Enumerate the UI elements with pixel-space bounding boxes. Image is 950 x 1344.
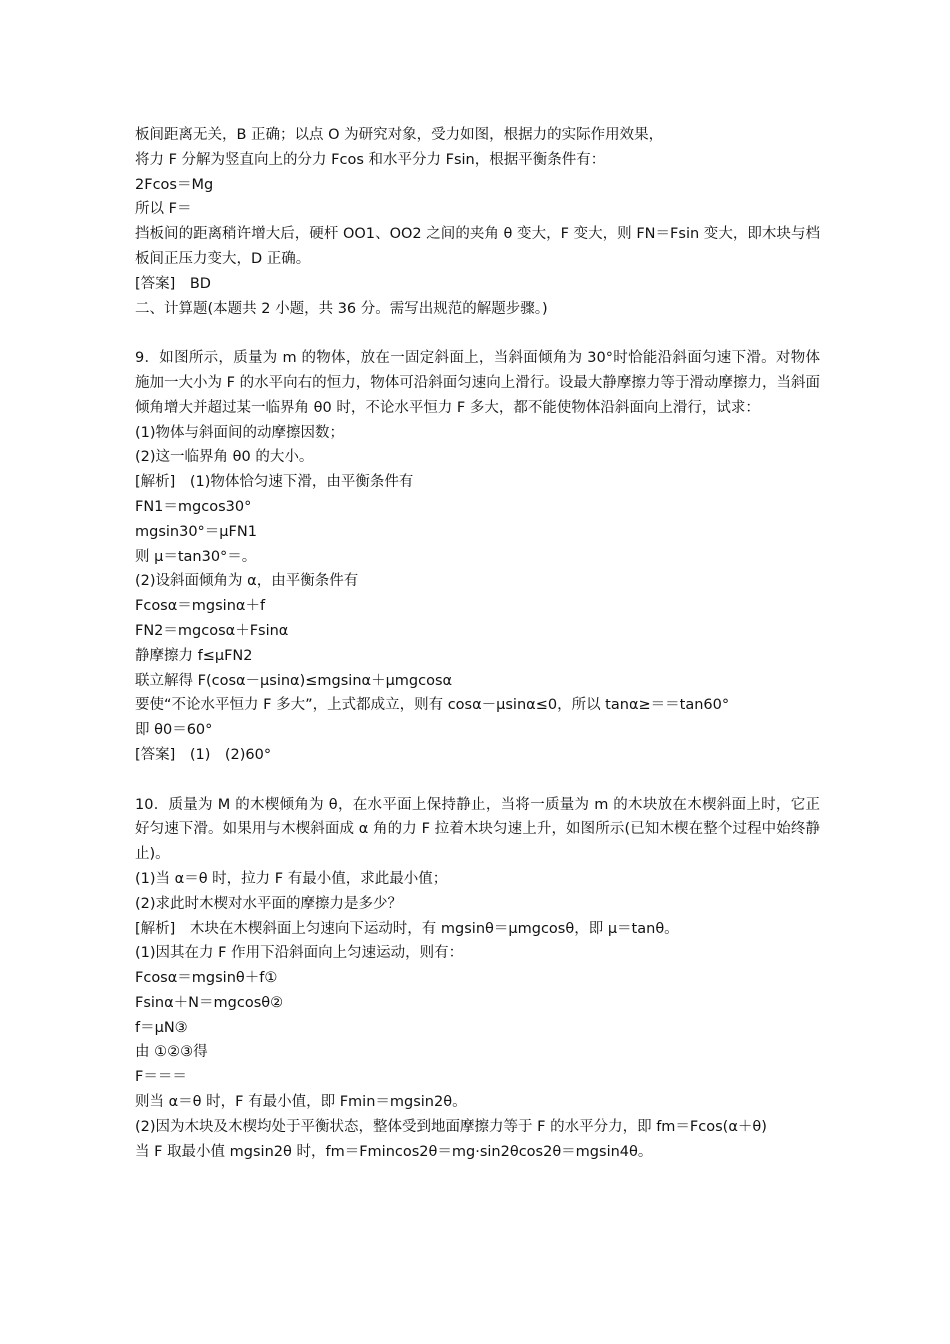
document-page	[135, 123, 820, 1164]
equation-line: Fsinα＋N＝mgcosθ②	[135, 994, 284, 1011]
question-9-part-2: (2)这一临界角 θ0 的大小。	[135, 449, 314, 466]
equation-line: Fcosα＝mgsinθ＋f①	[135, 970, 278, 987]
equation-line: f＝μN③	[135, 1019, 188, 1036]
solution-line: [解析] (1)物体恰匀速下滑，由平衡条件有	[135, 474, 414, 491]
solution-paragraph: (2)因为木块及木楔均处于平衡状态，整体受到地面摩擦力等于 F 的水平分力，即 fm＝Fcos(α＋θ)	[135, 1118, 767, 1135]
equation-line: 联立解得 F(cosα－μsinα)≤mgsinα＋μmgcosα	[135, 672, 453, 689]
blank-line	[135, 768, 820, 793]
equation-line: Fcosα＝mgsinα＋f	[135, 598, 266, 615]
answer-line: [答案] (1) (2)60°	[135, 746, 272, 763]
equation-line: 即 θ0＝60°	[135, 722, 213, 739]
solution-line: (1)因其在力 F 作用下沿斜面向上匀速运动，则有：	[135, 945, 464, 962]
equation-line: FN2＝mgcosα＋Fsinα	[135, 622, 289, 639]
blank-line	[135, 321, 820, 346]
text-line: 板间距离无关，B 正确；以点 O 为研究对象，受力如图，根据力的实际作用效果，	[135, 127, 664, 143]
solution-line: 当 F 取最小值 mgsin2θ 时，fm＝Fmincos2θ＝mg·sin2θcos2θ＝mgsin4θ。	[135, 1143, 653, 1160]
question-10-stem: 10．质量为 M 的木楔倾角为 θ，在水平面上保持静止，当将一质量为 m 的木块放在木楔斜面上时，它正好匀速下滑。如果用与木楔斜面成 α 角的力 F 拉着木块匀速上升，如图所示(已知木楔在整个过程中始终静止)。	[135, 796, 820, 863]
text-paragraph: 挡板间的距离稍许增大后，硬杆 OO1、OO2 之间的夹角 θ 变大，F 变大，则 FN＝Fsin 变大，即木块与档板间正压力变大，D 正确。	[135, 226, 820, 267]
solution-line: (2)设斜面倾角为 α，由平衡条件有	[135, 573, 359, 590]
question-9-stem: 9．如图所示，质量为 m 的物体，放在一固定斜面上，当斜面倾角为 30°时恰能沿斜面匀速下滑。对物体施加一大小为 F 的水平向右的恒力，物体可沿斜面匀速向上滑行。设最大静摩擦力等于滑动摩擦力，当斜面倾角增大并超过某一临界角 θ0 时，不论水平恒力 F 多大，都不能使物体沿斜面向上滑行，试求：	[135, 350, 820, 416]
solution-line: 由 ①②③得	[135, 1044, 208, 1061]
question-10-part-2: (2)求此时木楔对水平面的摩擦力是多少？	[135, 895, 403, 912]
section-heading: 二、计算题(本题共 2 小题，共 36 分。需写出规范的解题步骤。)	[135, 300, 548, 317]
equation-line: 所以 F＝	[135, 201, 192, 218]
equation-line: mgsin30°＝μFN1	[135, 523, 257, 540]
equation-line: 则 μ＝tan30°＝。	[135, 548, 257, 565]
equation-line: F＝＝＝	[135, 1069, 187, 1086]
solution-line: 则当 α＝θ 时，F 有最小值，即 Fmin＝mgsin2θ。	[135, 1094, 467, 1111]
question-10-part-1: (1)当 α＝θ 时，拉力 F 有最小值，求此最小值；	[135, 870, 448, 887]
answer-line: [答案] BD	[135, 275, 211, 292]
question-9-part-1: (1)物体与斜面间的动摩擦因数；	[135, 424, 345, 441]
equation-line: FN1＝mgcos30°	[135, 498, 252, 515]
solution-line: 要使“不论水平恒力 F 多大”，上式都成立，则有 cosα－μsinα≤0，所以 tanα≥＝＝tan60°	[135, 697, 730, 714]
equation-line: 静摩擦力 f≤μFN2	[135, 647, 253, 664]
text-line: 将力 F 分解为竖直向上的分力 Fcos 和水平分力 Fsin，根据平衡条件有：	[135, 151, 606, 168]
equation-line: 2Fcos＝Mg	[135, 176, 214, 193]
solution-line: [解析] 木块在木楔斜面上匀速向下运动时，有 mgsinθ＝μmgcosθ，即 μ＝tanθ。	[135, 920, 679, 937]
